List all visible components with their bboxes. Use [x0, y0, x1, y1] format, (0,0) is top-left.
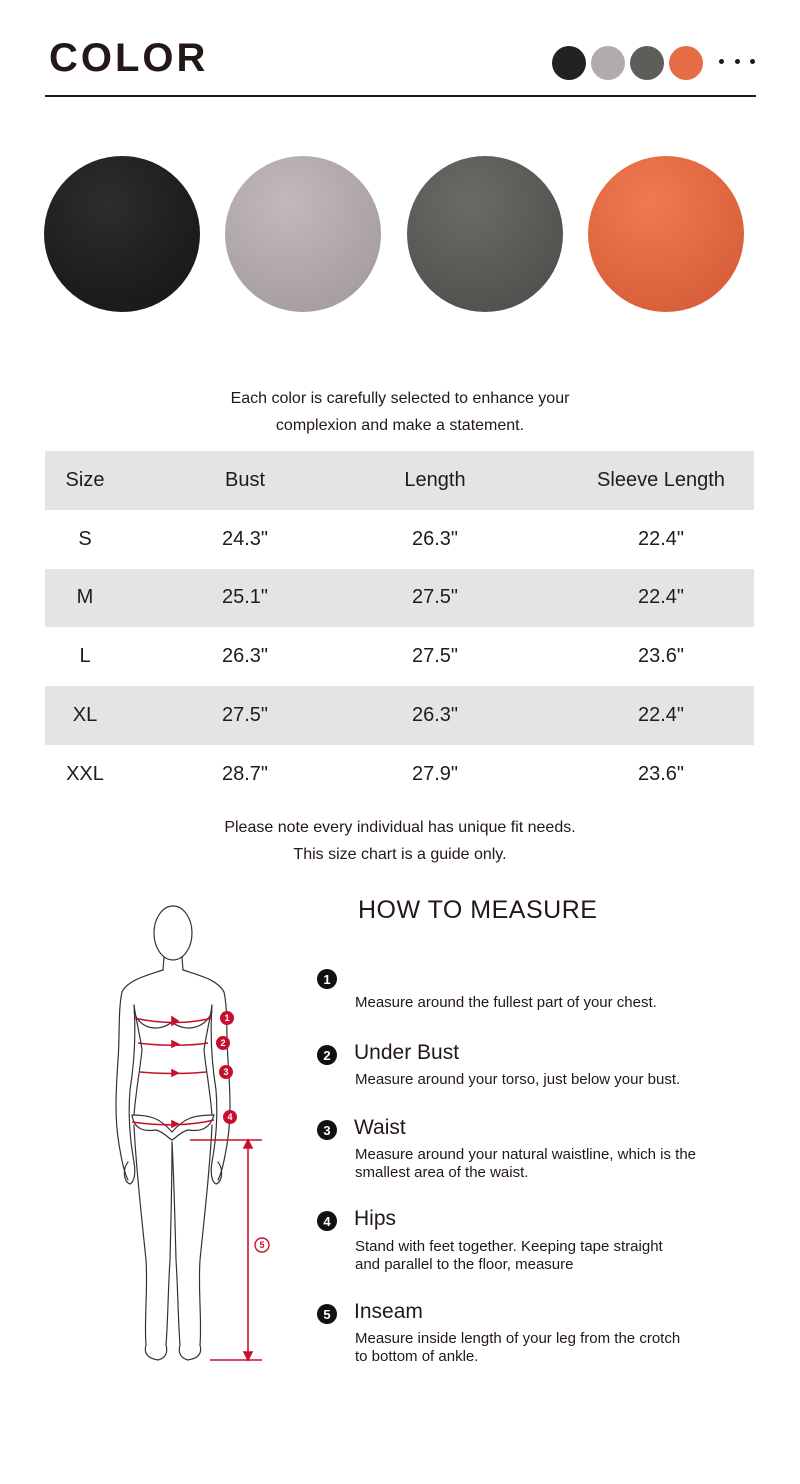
header-length: Length [404, 468, 466, 491]
table-row [45, 510, 754, 569]
table-cell: 26.3" [221, 645, 269, 668]
table-cell: XXL [66, 762, 104, 785]
table-cell: 28.7" [221, 762, 269, 785]
marker-label-1: 1 [224, 1013, 230, 1023]
step-title: Waist [354, 1116, 406, 1139]
table-cell: XL [72, 704, 98, 727]
table-cell: 27.5" [411, 586, 459, 609]
table-cell: 27.9" [411, 762, 459, 785]
table-cell: 22.4" [637, 704, 685, 727]
color-dots [0, 46, 800, 80]
color-caption-line2: complexion and make a statement. [275, 417, 525, 434]
body-figure-illustration [100, 900, 290, 1370]
table-cell: 22.4" [637, 527, 685, 550]
swatch-light-gray[interactable] [225, 156, 381, 312]
step-number-icon: 4 [317, 1211, 337, 1231]
header-divider [45, 95, 756, 97]
step-title: Hips [354, 1207, 397, 1230]
table-cell: 24.3" [221, 527, 269, 550]
marker-label-2: 2 [220, 1038, 226, 1048]
table-cell: M [76, 586, 94, 609]
table-cell: 26.3" [411, 704, 459, 727]
table-row [45, 686, 754, 745]
table-cell: 22.4" [637, 586, 685, 609]
step-description: Measure around your torso, just below your bust. [355, 1071, 681, 1088]
step-number-icon: 3 [317, 1120, 337, 1140]
step-number-icon: 2 [317, 1045, 337, 1065]
how-to-measure-title: HOW TO MEASURE [358, 896, 598, 924]
color-dot-light-gray[interactable] [591, 46, 625, 80]
color-caption [0, 385, 800, 439]
swatch-orange[interactable] [588, 156, 744, 312]
step-number-icon: 1 [317, 969, 337, 989]
table-cell: 27.5" [221, 704, 269, 727]
color-dot-dark-gray[interactable] [630, 46, 664, 80]
marker-label-4: 4 [227, 1112, 233, 1122]
header-sleeve-length: Sleeve Length [597, 468, 725, 491]
table-row [45, 569, 754, 628]
step-number-icon: 5 [317, 1304, 337, 1324]
marker-label-3: 3 [223, 1067, 229, 1077]
table-cell: 23.6" [637, 645, 685, 668]
table-cell: 26.3" [411, 527, 459, 550]
step-description: Stand with feet together. Keeping tape straight and parallel to the floor, measure [355, 1238, 663, 1273]
table-cell: 23.6" [637, 762, 685, 785]
table-cell: L [79, 645, 91, 668]
step-description: Measure around your natural waistline, which is the smallest area of the waist. [355, 1146, 697, 1181]
table-cell: 25.1" [221, 586, 269, 609]
fit-note-line2: This size chart is a guide only. [293, 846, 507, 863]
fit-note [0, 814, 800, 868]
marker-label-5: 5 [259, 1240, 265, 1250]
more-icon[interactable] [719, 59, 755, 65]
color-caption-line1: Each color is carefully selected to enhance your [230, 390, 570, 407]
step-description: Measure around the fullest part of your chest. [355, 994, 657, 1011]
color-dot-black[interactable] [552, 46, 586, 80]
fit-note-line1: Please note every individual has unique fit needs. [224, 819, 576, 836]
size-table [45, 451, 754, 804]
table-cell: 27.5" [411, 645, 459, 668]
color-dot-orange[interactable] [669, 46, 703, 80]
swatch-dark-gray[interactable] [407, 156, 563, 312]
header-bust: Bust [224, 468, 266, 491]
step-title: Inseam [354, 1300, 423, 1323]
step-description: Measure inside length of your leg from the crotch to bottom of ankle. [355, 1330, 681, 1365]
swatch-black[interactable] [44, 156, 200, 312]
page-title: COLOR [49, 36, 209, 80]
table-row [45, 627, 754, 686]
table-cell: S [78, 527, 92, 550]
header-size: Size [65, 468, 105, 491]
step-title: Under Bust [354, 1041, 460, 1064]
table-row [45, 745, 754, 804]
table-header-row [45, 451, 754, 510]
